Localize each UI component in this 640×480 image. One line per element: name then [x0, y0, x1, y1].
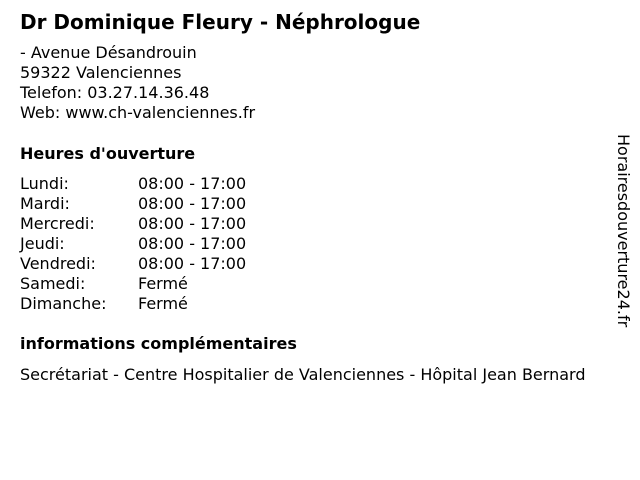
- hours-row-wednesday: [20, 214, 280, 234]
- day-label: Jeudi:: [20, 234, 65, 253]
- hours-value: 08:00 - 17:00: [138, 214, 247, 233]
- opening-hours-list: [20, 174, 280, 314]
- hours-row-thursday: [20, 234, 280, 254]
- hours-value: 08:00 - 17:00: [138, 254, 247, 273]
- hours-value: 08:00 - 17:00: [138, 234, 247, 253]
- watermark: [612, 134, 636, 346]
- day-label: Mercredi:: [20, 214, 95, 233]
- opening-hours-heading: Heures d'ouverture: [20, 144, 196, 163]
- hours-value: Fermé: [138, 274, 188, 293]
- hours-value: 08:00 - 17:00: [138, 174, 247, 193]
- street-address: - Avenue Désandrouin: [20, 43, 197, 62]
- watermark-text: Horairesdouverture24.fr: [614, 134, 633, 328]
- page-title: Dr Dominique Fleury - Néphrologue: [20, 10, 421, 34]
- phone-number: Telefon: 03.27.14.36.48: [20, 83, 210, 102]
- hours-row-saturday: [20, 274, 280, 294]
- additional-info-heading: informations complémentaires: [20, 334, 297, 353]
- hours-value: 08:00 - 17:00: [138, 194, 247, 213]
- hours-row-friday: [20, 254, 280, 274]
- day-label: Mardi:: [20, 194, 70, 213]
- address-block: [20, 43, 255, 123]
- city-address: 59322 Valenciennes: [20, 63, 182, 82]
- additional-info-text: Secrétariat - Centre Hospitalier de Valenciennes - Hôpital Jean Bernard: [20, 365, 586, 384]
- hours-row-monday: [20, 174, 280, 194]
- day-label: Lundi:: [20, 174, 69, 193]
- day-label: Dimanche:: [20, 294, 107, 313]
- hours-value: Fermé: [138, 294, 188, 313]
- website: Web: www.ch-valenciennes.fr: [20, 103, 256, 122]
- hours-row-tuesday: [20, 194, 280, 214]
- day-label: Samedi:: [20, 274, 86, 293]
- hours-row-sunday: [20, 294, 280, 314]
- day-label: Vendredi:: [20, 254, 96, 273]
